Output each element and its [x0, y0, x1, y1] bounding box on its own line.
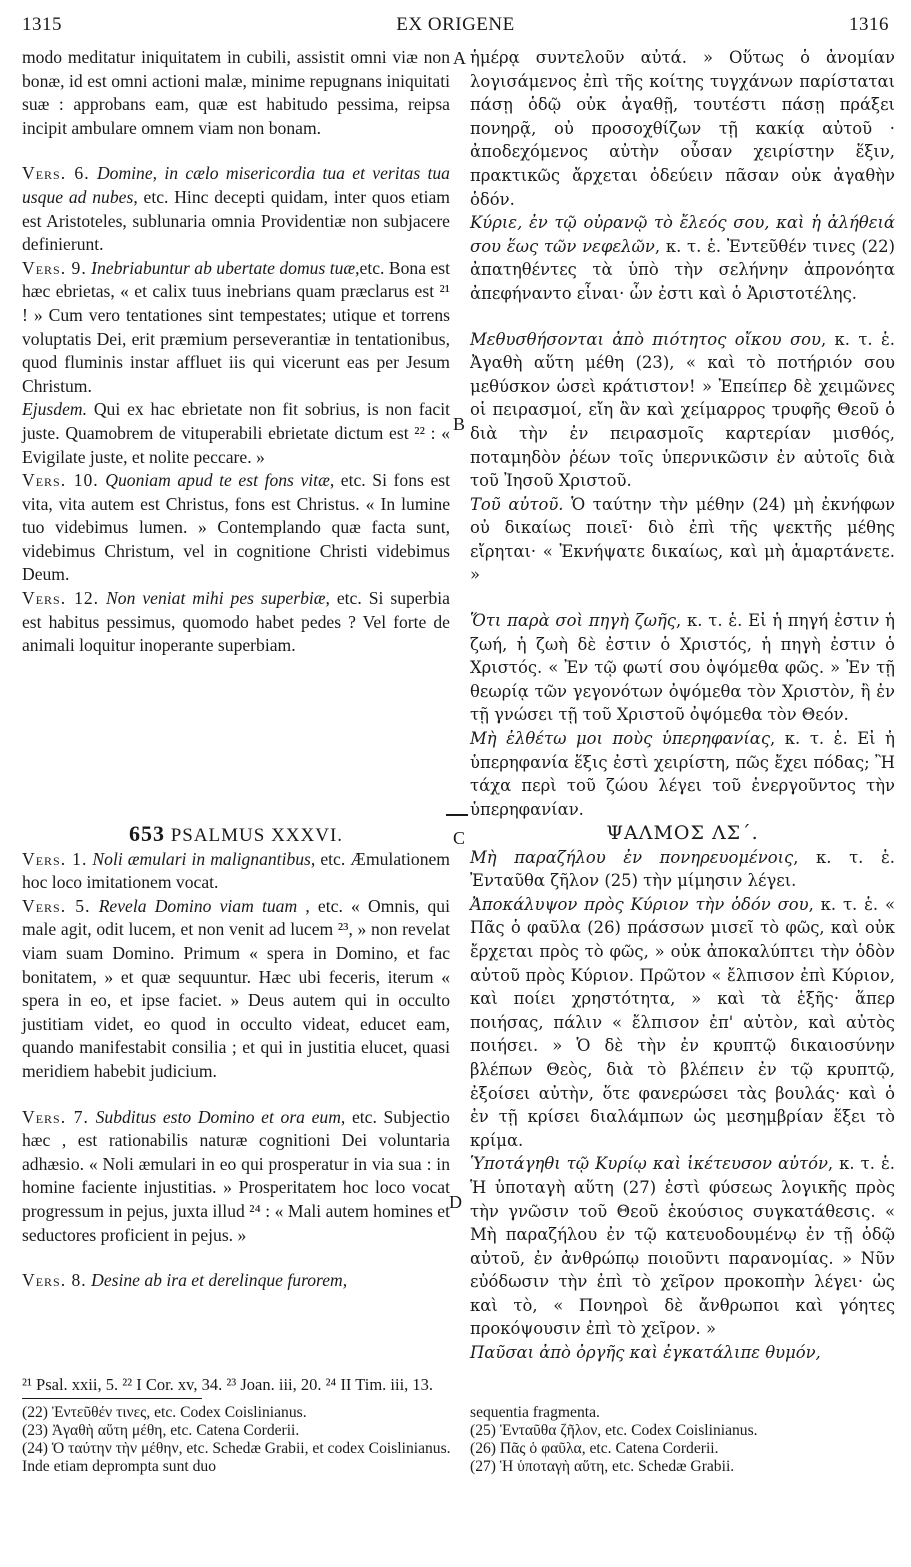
verse-quote: Ejusdem. [22, 399, 87, 420]
greek-tou-autou [470, 493, 895, 587]
column-separator [446, 814, 468, 816]
greek-verse-12 [470, 727, 895, 821]
verse-quote: Μὴ παραζήλου ἐν πονηρευομένοις [470, 847, 794, 867]
margin-marker-c: C [453, 828, 466, 848]
verse-label: Vers. 9. [22, 257, 87, 278]
latin-verse-6 [22, 162, 450, 256]
verse-commentary: Ὁ ταύτην τὴν μέθην (24) μὴ ἐκνήφων οὐ δικαίως ποιεῖ· διὸ ἐπὶ τῆς ψεκτῆς μέθης εἴρηται· « Ἐκνήψατε δικαίως, καὶ μὴ ἁμαρτάνετε. » [470, 494, 896, 585]
footnote: (27) Ἡ ὑποταγὴ αὕτη, etc. Schedæ Grabii. [470, 1458, 735, 1475]
latin-verse-1 [22, 848, 450, 895]
running-title: EX ORIGENE [396, 14, 515, 35]
verse-commentary: , etc. Hinc decepti quidam, inter quos etiam est Aristoteles, sublunaria omnia Providentiæ non subjacere definierunt. [22, 186, 450, 255]
greek-column [470, 46, 895, 821]
verse-commentary: , κ. τ. ἑ. Ἐνταῦθα ζῆλον (25) τὴν μίμησιν λέγει. [470, 847, 895, 891]
verse-quote: Quoniam apud te est fons vitæ [105, 470, 330, 491]
verse-label: Vers. 7. [22, 1106, 89, 1127]
latin-verse-10 [22, 469, 450, 587]
verse-label: Vers. 5. [22, 895, 91, 916]
footnote: (25) Ἐνταῦθα ζῆλον, etc. Codex Coislinianus. [470, 1422, 758, 1439]
margin-marker-b: B [453, 414, 466, 434]
verse-quote: Non veniat mihi pes superbiæ [106, 588, 326, 609]
verse-quote: Κύριε, ἐν τῷ οὐρανῷ τὸ ἔλεός σου, καὶ ἡ ἀλήθειά σου ἕως τῶν νεφελῶν [470, 213, 895, 256]
footnote: (22) Ἐντεῦθέν τινες, etc. Codex Coislinianus. [22, 1404, 307, 1421]
latin-psalm-heading [22, 822, 450, 848]
verse-quote: Μεθυσθήσονται ἀπὸ πιότητος οἴκου σου [470, 329, 821, 349]
greek-verse-5 [470, 893, 895, 1153]
margin-marker-d: D [449, 1192, 462, 1212]
verse-commentary: , κ. τ. ἑ. Εἰ ἡ ὑπερηφανία ἕξις ἐστὶ χειρίστη, πῶς ἔχει πόδας; Ἢ τάχα περὶ τοῦ ζώου λέγει τοῦ ἐνεργοῦντος τὴν ὑπερηφανίαν. [470, 729, 895, 819]
verse-commentary: , κ. τ. ἑ. Ἡ ὑποταγὴ αὕτη (27) ἐστὶ φύσεως λογικῆς πρὸς τὴν γνῶσιν τοῦ Θεοῦ ἑκούσιος συγκατάθεσις. « Μὴ παραζήλου ἐν τῷ κατευοδουμένῳ ἐν τῇ ὁδῷ αὐτοῦ, ἐν ἀνθρώπῳ ποιοῦντι παρανομίας. » Νῦν εὐόδωσιν τὴν ἐπὶ τὸ χεῖρον προκοπὴν λέγει· ὡς καὶ τὸ, « Πονηροὶ δὲ ἄνθρωποι καὶ γόητες προκόψουσιν ἐπὶ τὸ χεῖρον. » [470, 1154, 895, 1339]
footnotes-right [470, 1404, 895, 1476]
verse-commentary: , κ. τ. ἑ. « Πᾶς ὁ φαῦλα (26) πράσσων μισεῖ τὸ φῶς, καὶ οὐκ ἔρχεται πρὸς τὸ φῶς, » οὐκ ἀποκαλύπτει τὴν ὁδὸν αὐτοῦ πρὸς Κύριον. Πρῶτον « ἔλπισον ἐπὶ Κύριον, καὶ ποίει χρηστότητα, » καὶ τὰ ἑξῆς· ἅπερ ποιήσας, πάλιν « ἔλπισον ἐπ' αὐτὸν, καὶ αὐτὸς ποιήσει. » Ὁ δὲ τὴν ἐν κρυπτῷ δικαιοσύνην βλέπων Θεὸς, διὰ τὸ βλέπειν ἐν τῷ κρυπτῷ, ἐξοίσει αὐτὴν, ὅτε φανερώσει τὰς βουλάς· καὶ ὁ ἐν τῇ κρίσει διαλάμπων ὡς μεσημβρίαν ἕξει τὸ κρίμα. [470, 894, 895, 1150]
verse-label: Vers. 12. [22, 588, 100, 609]
greek-verse-6 [470, 211, 895, 305]
verse-label: Vers. 1. [22, 848, 88, 869]
footnote: (24) Ὁ ταύτην τὴν μέθην, etc. Schedæ Grabii, et codex Coislinianus. Inde etiam deprompta sunt duo [22, 1440, 451, 1475]
verse-quote: Ἀποκάλυψον πρὸς Κύριον τὴν ὁδόν σου [470, 894, 809, 914]
greek-verse-7 [470, 1152, 895, 1341]
verse-quote: Παῦσαι ἀπὸ ὀργῆς καὶ ἐγκατάλιπε θυμόν, [470, 1343, 821, 1363]
verse-commentary: , κ. τ. ἑ. Εἰ ἡ πηγή ἐστιν ἡ ζωή, ἡ ζωὴ δὲ ἐστιν ὁ Χριστός, ἡ πηγὴ ἐστιν ὁ Χριστός. « Ἐν τῷ φωτί σου ὀψόμεθα φῶς. » Ἐν τῇ θεωρίᾳ τῶν γεγονότων ὀψόμεθα τὸν Χριστὸν, ἢ ἐν τῇ γνώσει τῇ τοῦ Χριστοῦ ὀψόμεθα τὸν Θεόν. [470, 611, 896, 725]
footnote: (26) Πᾶς ὁ φαῦλα, etc. Catena Corderii. [470, 1440, 719, 1457]
latin-column-lower [22, 822, 450, 1293]
latin-verse-9 [22, 257, 450, 399]
verse-label: Vers. 6. [22, 163, 90, 184]
verse-label: Vers. 8. [22, 1270, 87, 1291]
verse-commentary: , etc. Si fons est vita, vita autem est Christus, fons est Christus. « In lumine tuo videbimus lumen. » Contemplando quæ facta sunt, videbimus Christum, vel in cognitione Christi videbimus Deum. [22, 470, 450, 585]
verse-commentary: , etc. Si superbia est habitus pessimus, quomodo habet pedes ? Vel forte de animali loquitur inoperante superbiam. [22, 588, 450, 656]
verse-quote: Subditus esto Domino et ora eum [95, 1106, 341, 1127]
verse-quote: Noli æmulari in malignantibus [92, 848, 311, 869]
verse-quote: Inebriabuntur ab ubertate domus tuæ [91, 257, 356, 278]
scripture-references: ²¹ Psal. xxii, 5. ²² I Cor. xv, 34. ²³ Joan. iii, 20. ²⁴ II Tim. iii, 13. [22, 1375, 434, 1394]
greek-verse-8 [470, 1341, 895, 1365]
page-number-left: 1315 [22, 14, 62, 35]
greek-verse-1 [470, 846, 895, 893]
greek-psalm-heading: ΨΑΛΜΟΣ ΛΣ΄. [606, 822, 759, 844]
verse-quote: Τοῦ αὐτοῦ. [470, 494, 564, 514]
verse-commentary: , etc. « Omnis, qui male agit, odit lucem, et non venit ad lucem ²³, » non revelat viam suam Domino. Primum « spera in Domino, et fac bonitatem, » et quæ sequuntur. Hæc ubi feceris, iterum « spera in eo, et ipse faciet. » Deus autem qui in occulto justitiam videt, eo quod in occulto videat, educet eam, quando manifestabit consilia ; et qui in justitia elucet, quasi meridiem habebit judicium. [22, 895, 450, 1081]
verse-label: Vers. 10. [22, 470, 99, 491]
greek-column-lower [470, 822, 895, 1365]
verse-commentary: , etc. Subjectio hæc , est rationabilis naturæ cognitioni Dei voluntaria adhæsio. « Noli æmulari in eo qui prosperatur in via sua : in homine faciente injustitias. » Prosperitatem hoc loco vocat progressum in pejus, juxta illud ²⁴ : « Mali autem homines et seductores proficient in pejus. » [22, 1106, 450, 1245]
footnote: sequentia fragmenta. [470, 1404, 600, 1421]
verse-quote: Ὑποτάγηθι τῷ Κυρίῳ καὶ ἱκέτευσον αὐτόν [470, 1154, 828, 1174]
verse-quote: Domine, in cælo misericordia tua et veritas tua usque ad nubes [22, 163, 450, 207]
latin-verse-12 [22, 587, 450, 658]
verse-quote: Revela Domino viam tuam [98, 895, 298, 916]
greek-verse-9 [470, 328, 895, 493]
footnote: (23) Ἀγαθὴ αὕτη μέθη, etc. Catena Corderii. [22, 1422, 300, 1439]
verse-commentary: , κ. τ. ἑ. Ἀγαθὴ αὕτη μέθη (23), « καὶ τὸ ποτήριόν σου μεθύσκον ὡσεὶ κράτιστον! » Ἐπείπερ δὲ χειμῶνες οἱ πειρασμοί, εἴη ἂν καὶ χείμαρρος τρυφῆς Θεοῦ ὁ διὰ τὴν ἐν πειρασμοῖς καρτερίαν μισθός, ποταμηδὸν ῥέων τοῖς ὑπερνικῶσιν ἐν αὐτοῖς διὰ τοῦ Ἰησοῦ Χριστοῦ. [470, 329, 895, 491]
latin-verse-8 [22, 1269, 450, 1293]
verse-commentary: , etc. Æmulationem hoc loco imitationem vocat. [22, 848, 450, 893]
greek-paragraph: ἡμέρᾳ συντελοῦν αὐτά. » Οὕτως ὁ ἀνομίαν λογισάμενος ἐπὶ τῆς κοίτης τυγχάνων παρίσταται πάσῃ ὁδῷ οὐκ ἀγαθῇ, τουτέστι πάσῃ πράξει πονηρᾷ, οὐ προσοχθίζων τῇ κακίᾳ αὐτοῦ · ἀποδεχόμενος αὐτὴν οὖσαν χειρίστην ἕξιν, πρακτικῶς ἄρχεται ὁδεύειν πᾶσαν οὐκ ἀγαθὴν ὁδόν. [470, 48, 895, 209]
verse-quote: Ὅτι παρὰ σοὶ πηγὴ ζωῆς [470, 611, 676, 631]
verse-commentary: ,etc. Bona est hæc ebrietas, « et calix tuus inebrians quam præclarus est ²¹ ! » Cum vero tentationes sint tempestates; utique et torrens voluptatis Dei, erit præmium perseverantiæ in tentationibus, quod fluminis instar affluet iis qui vicerunt eas per Jesum Christum. [22, 257, 450, 396]
page-number-right: 1316 [849, 14, 889, 35]
footnote-divider [22, 1398, 202, 1399]
psalm-title: PSALMUS XXXVI. [170, 825, 344, 846]
greek-verse-10 [470, 609, 895, 727]
latin-ejusdem [22, 398, 450, 469]
verse-quote: Μὴ ἐλθέτω μοι ποὺς ὑπερηφανίας [470, 729, 771, 749]
column-number: 653 [128, 821, 165, 846]
verse-commentary: Qui ex hac ebrietate non fit sobrius, is non facit juste. Quamobrem de vituperabili ebrietate dictum est ²² : « Evigilate juste, et nolite peccare. » [22, 399, 450, 467]
latin-verse-5 [22, 895, 450, 1084]
latin-paragraph: modo meditatur iniquitatem in cubili, assistit omni viæ non bonæ, id est omni actioni malæ, minime repugnans iniquitati suæ : approbans eam, quæ est habitudo pessima, reipsa incipit ambulare omnem viam non bonam. [22, 47, 450, 138]
latin-verse-7 [22, 1106, 450, 1248]
latin-column [22, 46, 450, 658]
margin-marker-a: A [453, 48, 466, 68]
verse-quote: Desine ab ira et derelinque furorem, [91, 1270, 348, 1291]
footnotes-left [22, 1404, 452, 1476]
verse-commentary: , κ. τ. ἑ. Ἐντεῦθέν τινες (22) ἀπατηθέντες τὰ ὑπὸ τὴν σελήνην ἀπρονόητα ἀπεφήναντο εἶναι· ὧν ἐστι καὶ ὁ Ἀριστοτέλης. [470, 236, 896, 303]
